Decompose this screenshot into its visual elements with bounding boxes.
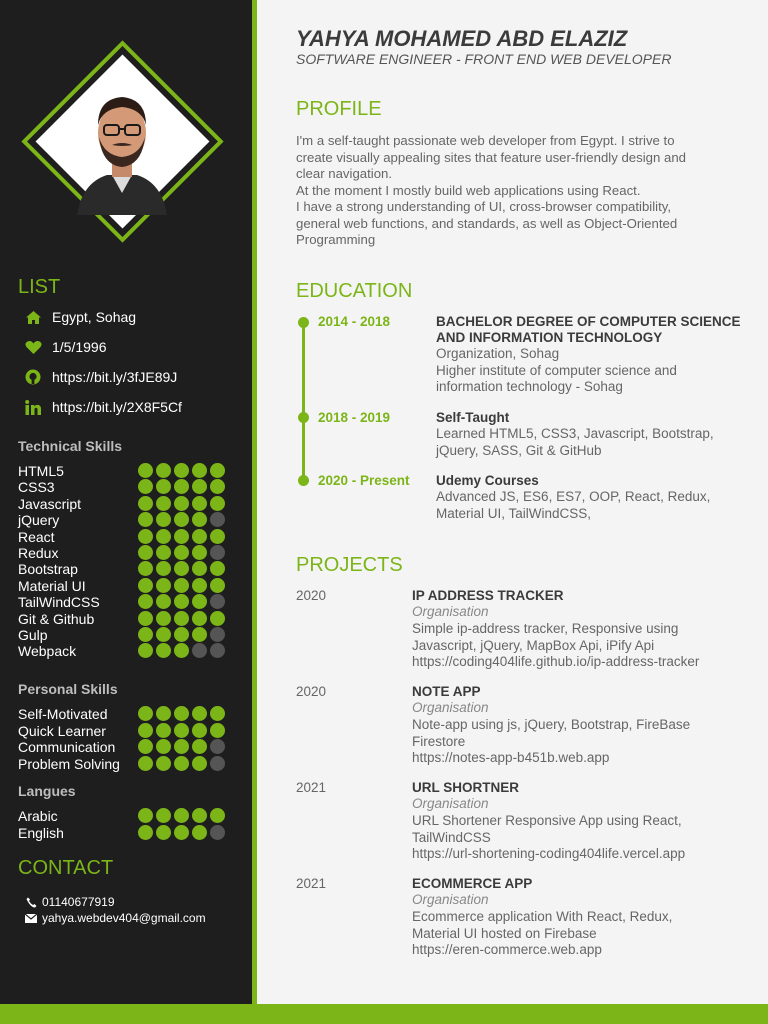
- rating-dot-filled: [174, 479, 189, 494]
- rating-dot-filled: [156, 496, 171, 511]
- candidate-name: YAHYA MOHAMED ABD ELAZIZ: [296, 26, 628, 51]
- personal-skills-heading: Personal Skills: [18, 681, 118, 697]
- skill-rating: [138, 808, 228, 823]
- rating-dot-filled: [156, 756, 171, 771]
- github-icon: [24, 369, 42, 385]
- skill-name: Git & Github: [18, 610, 95, 627]
- rating-dot-filled: [174, 808, 189, 823]
- rating-dot-filled: [210, 479, 225, 494]
- project-org: Organisation: [412, 796, 489, 811]
- skill-name: Quick Learner: [18, 722, 106, 739]
- skill-row: [18, 643, 230, 659]
- project-details: [412, 621, 742, 671]
- skill-name: Self-Motivated: [18, 706, 108, 722]
- skill-rating: [138, 561, 228, 576]
- profile-summary: [296, 133, 736, 249]
- rating-dot-empty: [192, 643, 207, 658]
- list-item-location: [24, 309, 136, 325]
- project-title: ECOMMERCE APP: [412, 876, 533, 891]
- project-link[interactable]: https://coding404life.github.io/ip-address-tracker: [412, 654, 700, 669]
- skill-rating: [138, 611, 228, 626]
- rating-dot-filled: [138, 529, 153, 544]
- education-details: [436, 489, 746, 522]
- rating-dot-empty: [210, 594, 225, 609]
- rating-dot-filled: [174, 739, 189, 754]
- rating-dot-filled: [156, 561, 171, 576]
- skill-name: CSS3: [18, 479, 55, 496]
- project-details: [412, 813, 742, 863]
- rating-dot-filled: [174, 756, 189, 771]
- skill-row: [18, 545, 230, 561]
- project-year: 2021: [296, 780, 327, 795]
- rating-dot-filled: [138, 479, 153, 494]
- education-title: Udemy Courses: [436, 473, 539, 488]
- rating-dot-filled: [174, 463, 189, 478]
- rating-dot-filled: [210, 723, 225, 738]
- rating-dot-filled: [174, 723, 189, 738]
- profile-line: clear navigation.: [296, 166, 393, 181]
- skill-rating: [138, 545, 228, 560]
- skill-row: [18, 706, 230, 722]
- project-org: Organisation: [412, 604, 489, 619]
- project-year: 2020: [296, 588, 327, 603]
- rating-dot-filled: [138, 808, 153, 823]
- rating-dot-filled: [138, 739, 153, 754]
- rating-dot-empty: [210, 756, 225, 771]
- rating-dot-filled: [192, 627, 207, 642]
- rating-dot-filled: [138, 463, 153, 478]
- skill-name: Javascript: [18, 495, 82, 512]
- rating-dot-empty: [210, 627, 225, 642]
- rating-dot-filled: [138, 643, 153, 658]
- rating-dot-filled: [138, 706, 153, 721]
- rating-dot-filled: [138, 578, 153, 593]
- skill-row: [18, 739, 230, 755]
- rating-dot-filled: [174, 643, 189, 658]
- sidebar-accent-line: [252, 0, 257, 1004]
- rating-dot-filled: [138, 512, 153, 527]
- rating-dot-filled: [138, 825, 153, 840]
- profile-heading: PROFILE: [296, 98, 382, 120]
- project-line: Note-app using js, jQuery, Bootstrap, FireBase: [412, 717, 691, 732]
- rating-dot-filled: [156, 643, 171, 658]
- rating-dot-filled: [210, 529, 225, 544]
- skill-row: [18, 723, 230, 739]
- rating-dot-filled: [156, 545, 171, 560]
- education-timeline: [302, 322, 305, 482]
- skill-rating: [138, 594, 228, 609]
- skill-name: HTML5: [18, 463, 64, 479]
- birthdate-text: 1/5/1996: [52, 339, 107, 355]
- rating-dot-filled: [210, 578, 225, 593]
- sidebar: [0, 0, 252, 1004]
- skill-rating: [138, 739, 228, 754]
- linkedin-icon: [24, 399, 42, 415]
- education-line: Material UI, TailWindCSS,: [436, 505, 592, 521]
- education-date: 2020 - Present: [318, 473, 410, 488]
- project-year: 2021: [296, 876, 327, 891]
- education-line: information technology - Sohag: [436, 379, 623, 394]
- profile-line: Programming: [296, 232, 376, 247]
- project-line: Simple ip-address tracker, Responsive using: [412, 621, 679, 636]
- rating-dot-filled: [156, 627, 171, 642]
- skill-name: Webpack: [18, 643, 77, 660]
- skill-row: [18, 627, 230, 643]
- rating-dot-filled: [192, 463, 207, 478]
- timeline-dot: [298, 317, 309, 328]
- skill-row: [18, 825, 230, 841]
- rating-dot-filled: [156, 578, 171, 593]
- rating-dot-filled: [192, 545, 207, 560]
- rating-dot-filled: [138, 723, 153, 738]
- home-icon: [24, 309, 42, 325]
- rating-dot-filled: [174, 706, 189, 721]
- rating-dot-filled: [174, 496, 189, 511]
- profile-photo: [24, 49, 220, 233]
- rating-dot-empty: [210, 545, 225, 560]
- contact-phone[interactable]: [24, 895, 115, 909]
- project-title: NOTE APP: [412, 684, 481, 699]
- skill-rating: [138, 479, 228, 494]
- rating-dot-empty: [210, 643, 225, 658]
- education-details: [436, 426, 746, 459]
- skill-name: Redux: [18, 545, 59, 561]
- timeline-dot: [298, 475, 309, 486]
- projects-heading: PROJECTS: [296, 554, 403, 576]
- education-details: [436, 346, 746, 396]
- rating-dot-filled: [192, 756, 207, 771]
- rating-dot-empty: [210, 739, 225, 754]
- skill-rating: [138, 627, 228, 642]
- project-line: Javascript, jQuery, MapBox Api, iPify Api: [412, 637, 655, 653]
- education-heading: EDUCATION: [296, 280, 413, 302]
- avatar: [72, 75, 172, 215]
- rating-dot-filled: [138, 594, 153, 609]
- skill-name: jQuery: [18, 512, 60, 529]
- skill-row: [18, 578, 230, 594]
- rating-dot-filled: [192, 578, 207, 593]
- rating-dot-filled: [174, 611, 189, 626]
- rating-dot-filled: [192, 825, 207, 840]
- education-date: 2018 - 2019: [318, 410, 391, 425]
- rating-dot-filled: [138, 545, 153, 560]
- rating-dot-filled: [192, 594, 207, 609]
- skill-name: English: [18, 824, 64, 841]
- skill-row: [18, 496, 230, 512]
- skill-name: Gulp: [18, 627, 48, 643]
- skill-row: [18, 512, 230, 528]
- skill-row: [18, 756, 230, 772]
- education-date: 2014 - 2018: [318, 314, 391, 329]
- phone-icon: [24, 897, 38, 908]
- skill-name: TailWindCSS: [18, 594, 100, 611]
- skill-rating: [138, 825, 228, 840]
- rating-dot-filled: [192, 808, 207, 823]
- rating-dot-filled: [174, 627, 189, 642]
- rating-dot-filled: [174, 561, 189, 576]
- skill-rating: [138, 643, 228, 658]
- languages-heading: Langues: [18, 783, 76, 799]
- rating-dot-filled: [192, 529, 207, 544]
- project-org: Organisation: [412, 892, 489, 907]
- rating-dot-filled: [156, 463, 171, 478]
- contact-heading: CONTACT: [18, 857, 114, 879]
- rating-dot-filled: [210, 611, 225, 626]
- project-line: TailWindCSS: [412, 829, 491, 845]
- profile-line: create visually appealing sites that feature user-friendly design and: [296, 149, 686, 165]
- github-link[interactable]: https://bit.ly/3fJE89J: [52, 369, 178, 385]
- contact-email[interactable]: [24, 911, 206, 925]
- rating-dot-filled: [138, 561, 153, 576]
- skill-rating: [138, 756, 228, 771]
- rating-dot-filled: [192, 496, 207, 511]
- rating-dot-filled: [210, 496, 225, 511]
- rating-dot-filled: [156, 723, 171, 738]
- rating-dot-filled: [138, 627, 153, 642]
- skill-rating: [138, 578, 228, 593]
- candidate-role: SOFTWARE ENGINEER - FRONT END WEB DEVELOPER: [296, 51, 672, 67]
- profile-line: I have a strong understanding of UI, cross-browser compatibility,: [296, 199, 672, 214]
- education-line: Higher institute of computer science and: [436, 362, 677, 378]
- rating-dot-filled: [192, 479, 207, 494]
- rating-dot-filled: [156, 808, 171, 823]
- project-title: URL SHORTNER: [412, 780, 520, 795]
- rating-dot-filled: [192, 723, 207, 738]
- rating-dot-filled: [138, 611, 153, 626]
- project-link[interactable]: https://eren-commerce.web.app: [412, 942, 602, 957]
- rating-dot-filled: [174, 578, 189, 593]
- project-year: 2020: [296, 684, 327, 699]
- location-text: Egypt, Sohag: [52, 309, 137, 325]
- profile-line: I'm a self-taught passionate web developer from Egypt. I strive to: [296, 133, 675, 148]
- rating-dot-filled: [156, 739, 171, 754]
- rating-dot-empty: [210, 825, 225, 840]
- rating-dot-filled: [192, 706, 207, 721]
- email-text[interactable]: yahya.webdev404@gmail.com: [42, 911, 206, 925]
- rating-dot-filled: [210, 561, 225, 576]
- skill-rating: [138, 706, 228, 721]
- skill-row: [18, 463, 230, 479]
- skill-name: React: [18, 528, 55, 545]
- list-heading: LIST: [18, 276, 61, 298]
- skill-rating: [138, 529, 228, 544]
- list-item-linkedin[interactable]: [24, 399, 182, 415]
- linkedin-link[interactable]: https://bit.ly/2X8F5Cf: [52, 399, 182, 415]
- project-line: Ecommerce application With React, Redux,: [412, 909, 673, 924]
- skill-rating: [138, 496, 228, 511]
- project-details: [412, 909, 742, 959]
- rating-dot-filled: [192, 739, 207, 754]
- skill-row: [18, 594, 230, 610]
- skill-name: Arabic: [18, 808, 58, 824]
- profile-line: At the moment I mostly build web applications using React.: [296, 182, 641, 198]
- rating-dot-filled: [174, 825, 189, 840]
- rating-dot-filled: [138, 496, 153, 511]
- rating-dot-filled: [156, 512, 171, 527]
- skill-name: Bootstrap: [18, 561, 78, 578]
- project-link[interactable]: https://notes-app-b451b.web.app: [412, 750, 610, 765]
- skill-rating: [138, 512, 228, 527]
- rating-dot-filled: [156, 529, 171, 544]
- rating-dot-filled: [192, 561, 207, 576]
- education-title: BACHELOR DEGREE OF COMPUTER SCIENCE AND INFORMATION TECHNOLOGY: [436, 314, 741, 345]
- technical-skills-heading: Technical Skills: [18, 438, 123, 454]
- skill-rating: [138, 463, 228, 478]
- project-title: IP ADDRESS TRACKER: [412, 588, 564, 603]
- rating-dot-filled: [174, 594, 189, 609]
- project-org: Organisation: [412, 700, 489, 715]
- rating-dot-filled: [156, 611, 171, 626]
- education-line: Advanced JS, ES6, ES7, OOP, React, Redux,: [436, 489, 711, 504]
- rating-dot-filled: [210, 463, 225, 478]
- rating-dot-filled: [192, 611, 207, 626]
- rating-dot-filled: [174, 512, 189, 527]
- skill-row: [18, 479, 230, 495]
- project-line: URL Shortener Responsive App using React,: [412, 813, 682, 828]
- project-link[interactable]: https://url-shortening-coding404life.vercel.app: [412, 846, 686, 861]
- rating-dot-filled: [156, 479, 171, 494]
- profile-line: general web functions, and standards, as well as Object-Oriented: [296, 215, 678, 231]
- rating-dot-filled: [156, 594, 171, 609]
- education-title: Self-Taught: [436, 410, 510, 425]
- skill-row: [18, 808, 230, 824]
- heart-icon: [24, 339, 42, 355]
- project-details: [412, 717, 742, 767]
- rating-dot-filled: [156, 825, 171, 840]
- rating-dot-filled: [174, 529, 189, 544]
- skill-rating: [138, 723, 228, 738]
- rating-dot-filled: [156, 706, 171, 721]
- skill-row: [18, 561, 230, 577]
- skill-name: Material UI: [18, 577, 86, 594]
- list-item-birthdate: [24, 339, 107, 355]
- rating-dot-filled: [192, 512, 207, 527]
- project-line: Firestore: [412, 733, 466, 749]
- skill-row: [18, 529, 230, 545]
- list-item-github[interactable]: [24, 369, 177, 385]
- education-line: jQuery, SASS, Git & GitHub: [436, 442, 602, 458]
- rating-dot-filled: [210, 808, 225, 823]
- envelope-icon: [24, 914, 38, 923]
- rating-dot-filled: [138, 756, 153, 771]
- phone-text[interactable]: 01140677919: [42, 895, 115, 909]
- footer-bar: [0, 1004, 768, 1024]
- skill-row: [18, 611, 230, 627]
- timeline-dot: [298, 412, 309, 423]
- rating-dot-filled: [210, 706, 225, 721]
- skill-name: Communication: [18, 739, 116, 756]
- project-line: Material UI hosted on Firebase: [412, 925, 597, 941]
- rating-dot-empty: [210, 512, 225, 527]
- education-line: Learned HTML5, CSS3, Javascript, Bootstrap,: [436, 426, 714, 441]
- rating-dot-filled: [174, 545, 189, 560]
- skill-name: Problem Solving: [18, 755, 120, 772]
- education-line: Organization, Sohag: [436, 346, 560, 361]
